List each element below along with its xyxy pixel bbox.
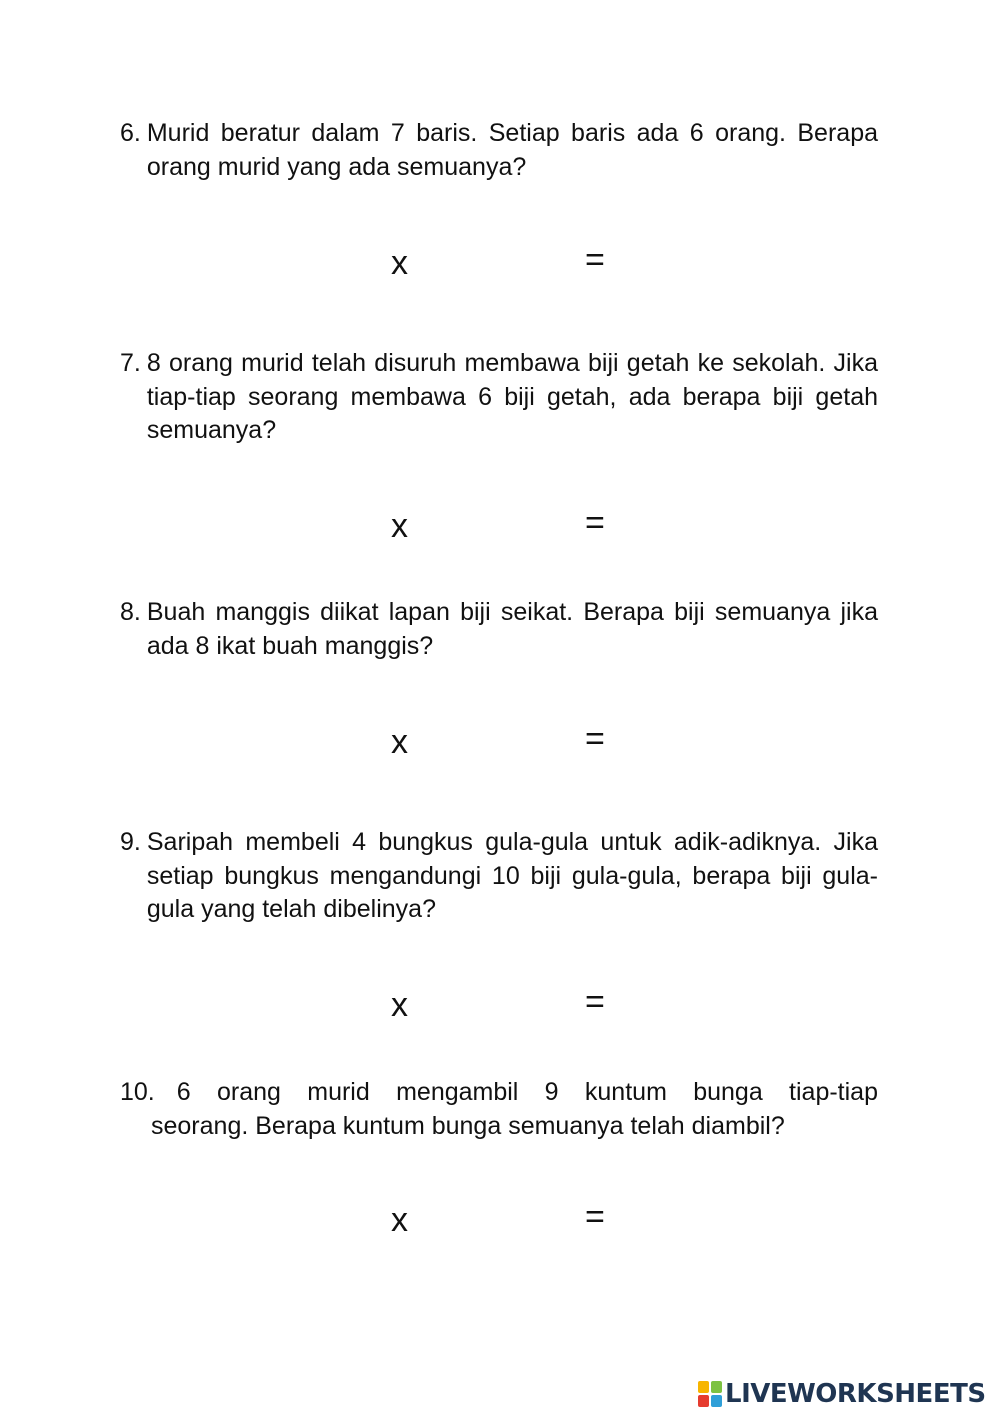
question-10: [120, 1076, 878, 1143]
times-symbol: x: [391, 986, 408, 1024]
liveworksheets-logo: [698, 1379, 986, 1409]
question-number: 10.: [120, 1078, 155, 1106]
times-symbol: x: [391, 1201, 408, 1239]
equals-symbol: =: [585, 241, 605, 279]
question-6: [120, 117, 878, 184]
question-number: 8.: [120, 598, 141, 626]
liveworksheets-logo-icon: [698, 1381, 722, 1407]
equals-symbol: =: [585, 983, 605, 1021]
question-7: [120, 347, 878, 448]
question-number: 7.: [120, 349, 141, 377]
question-text: Buah manggis diikat lapan biji seikat. Berapa biji semuanya jika ada 8 ikat buah manggis?: [146, 598, 878, 660]
times-symbol: x: [391, 723, 408, 761]
times-symbol: x: [391, 507, 408, 545]
times-symbol: x: [391, 244, 408, 282]
question-text-line-2: seorang. Berapa kuntum bunga semuanya telah diambil?: [151, 1111, 785, 1140]
question-text: 8 orang murid telah disuruh membawa biji getah ke sekolah. Jika tiap-tiap seorang membawa 6 biji getah, ada berapa biji getah semuanya?: [146, 349, 878, 444]
equals-symbol: =: [585, 504, 605, 542]
question-text: Murid beratur dalam 7 baris. Setiap baris ada 6 orang. Berapa orang murid yang ada semuanya?: [146, 119, 878, 181]
question-9: [120, 826, 878, 927]
equals-symbol: =: [585, 1198, 605, 1236]
logo-text: LIVEWORKSHEETS: [725, 1379, 986, 1409]
question-text: Saripah membeli 4 bungkus gula-gula untuk adik-adiknya. Jika setiap bungkus mengandungi 10 biji gula-gula, berapa biji gula-gula yang telah dibelinya?: [146, 828, 878, 923]
equals-symbol: =: [585, 720, 605, 758]
question-8: [120, 596, 878, 663]
question-number: 6.: [120, 119, 141, 147]
question-text-line-1: 6 orang murid mengambil 9 kuntum bunga tiap-tiap: [176, 1078, 878, 1106]
question-number: 9.: [120, 828, 141, 856]
